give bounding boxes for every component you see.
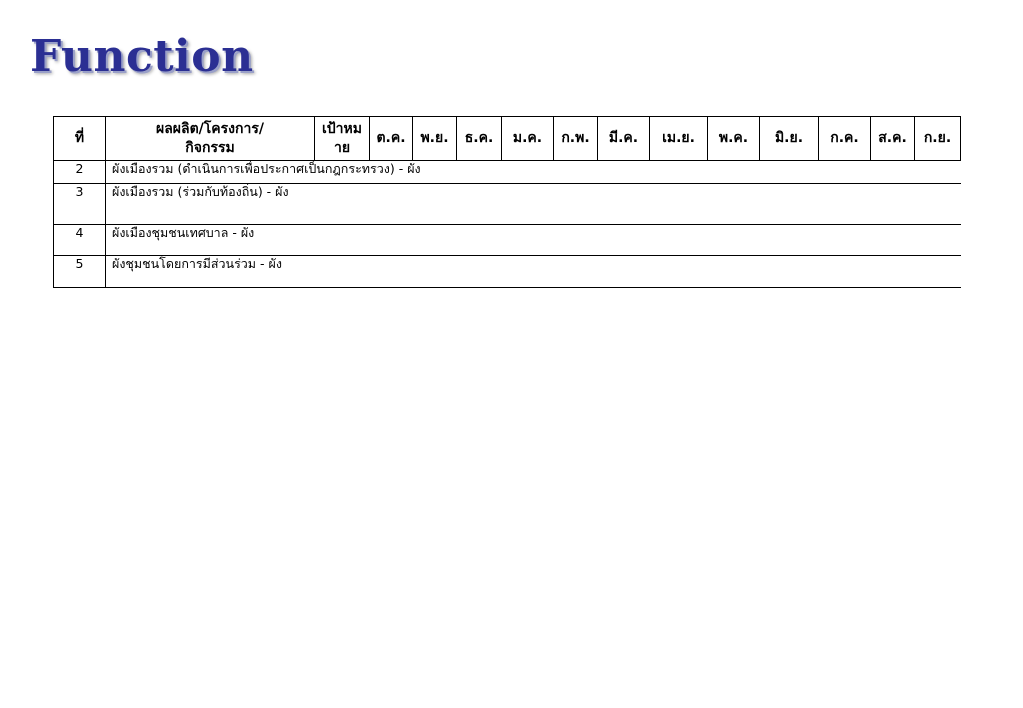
header-month-oct: ต.ค. xyxy=(370,117,413,161)
row-activity: ผังชุมชนโดยการมีส่วนร่วม - ผัง xyxy=(106,256,961,288)
row-activity: ผังเมืองรวม (ดำเนินการเพื่อประกาศเป็นกฎกระทรวง) - ผัง xyxy=(106,161,961,184)
row-activity: ผังเมืองชุมชนเทศบาล - ผัง xyxy=(106,225,961,256)
row-activity: ผังเมืองรวม (ร่วมกับท้องถิ่น) - ผัง xyxy=(106,184,961,225)
header-activity-line2: กิจกรรม xyxy=(185,139,235,156)
header-month-dec: ธ.ค. xyxy=(457,117,502,161)
table-row xyxy=(54,161,961,184)
table-row xyxy=(54,256,961,288)
row-number: 2 xyxy=(54,161,106,184)
header-activity xyxy=(106,117,315,161)
header-month-jun: มิ.ย. xyxy=(760,117,819,161)
header-month-may: พ.ค. xyxy=(708,117,760,161)
header-month-apr: เม.ย. xyxy=(650,117,708,161)
row-number: 5 xyxy=(54,256,106,288)
header-month-feb: ก.พ. xyxy=(554,117,598,161)
header-month-nov: พ.ย. xyxy=(413,117,457,161)
activity-plan-table xyxy=(53,116,961,288)
header-target-line1: เป้าหม xyxy=(322,120,362,137)
header-month-jul: ก.ค. xyxy=(819,117,871,161)
header-month-jan: ม.ค. xyxy=(502,117,554,161)
header-month-sep: ก.ย. xyxy=(915,117,961,161)
header-target-line2: าย xyxy=(333,139,351,156)
row-number: 4 xyxy=(54,225,106,256)
table-header-row xyxy=(54,117,961,161)
page-title: Function xyxy=(30,31,254,82)
header-target xyxy=(315,117,370,161)
header-month-mar: มี.ค. xyxy=(598,117,650,161)
header-month-aug: ส.ค. xyxy=(871,117,915,161)
header-no: ที่ xyxy=(54,117,106,161)
table-row xyxy=(54,184,961,225)
header-activity-line1: ผลผลิต/โครงการ/ xyxy=(156,120,264,137)
row-number: 3 xyxy=(54,184,106,225)
table-row xyxy=(54,225,961,256)
